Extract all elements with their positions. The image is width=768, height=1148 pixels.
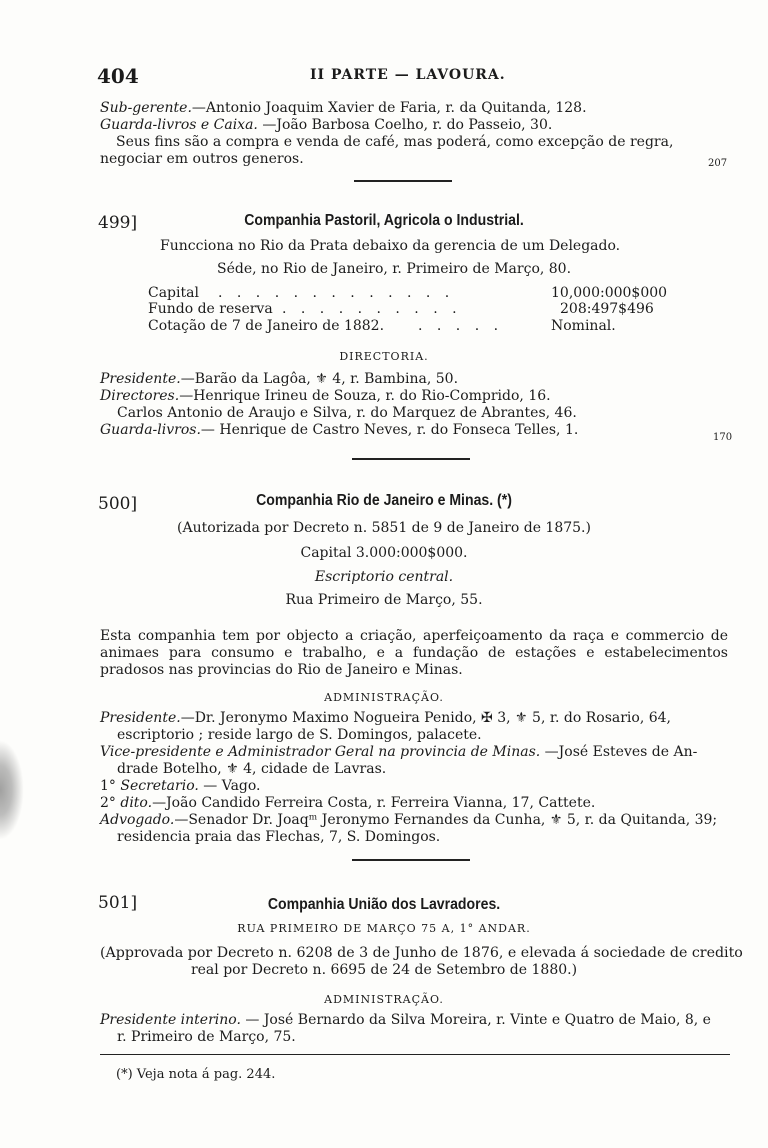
footnote-divider (100, 1054, 730, 1055)
section-heading: DIRECTORIA. (339, 350, 429, 363)
footnote: (*) Veja nota á pag. 244. (116, 1067, 276, 1082)
entry-number: 501] (98, 893, 138, 913)
purpose-line-2: negociar em outros generos. (100, 151, 304, 167)
president-line: Presidente.—Dr. Jeronymo Maximo Nogueira Penido, ✠ 3, ⚜ 5, r. do Rosario, 64, (100, 710, 672, 726)
divider (354, 180, 452, 182)
divider (352, 859, 470, 861)
capital-value: 10,000:000$000 (551, 285, 668, 301)
divider (352, 458, 470, 460)
entry-text: Escriptorio central. (314, 569, 454, 585)
entry-number: 500] (98, 494, 138, 514)
vice-president-line: Vice-presidente e Administrador Geral na provincia de Minas. —José Esteves de An- (100, 744, 698, 760)
entry-title: Companhia União dos Lavradores. (267, 896, 501, 913)
reserve-value: 208:497$496 (560, 301, 654, 317)
guarda-livros-line: Guarda-livros e Caixa. —João Barbosa Coelho, r. do Passeio, 30. (100, 117, 553, 133)
entry-title: Companhia Pastoril, Agricola o Industrial. (244, 212, 524, 229)
margin-number: 207 (708, 158, 728, 169)
president-line-2: escriptorio ; reside largo de S. Domingos, palacete. (117, 727, 482, 743)
entry-text: (Autorizada por Decreto n. 5851 de 9 de Janeiro de 1875.) (177, 520, 591, 536)
second-secretary-line: 2° dito.—João Candido Ferreira Costa, r. Ferreira Vianna, 17, Cattete. (100, 795, 596, 811)
section-heading: ADMINISTRAÇÃO. (324, 993, 444, 1006)
lawyer-line: Advogado.—Senador Dr. Joaqᵐ Jeronymo Fernandes da Cunha, ⚜ 5, r. da Quitanda, 39; (100, 812, 718, 828)
subgerente-line: Sub-gerente.—Antonio Joaquim Xavier de Faria, r. da Quitanda, 128. (100, 100, 587, 116)
page-number: 404 (97, 64, 139, 88)
leader-dots: . . . . . . . . . . (282, 301, 462, 317)
president-line: Presidente.—Barão da Lagôa, ⚜ 4, r. Bambina, 50. (100, 371, 459, 387)
page-edge-stain (0, 740, 24, 840)
reserve-label: Fundo de reserva (148, 301, 273, 317)
directors-line-2: Carlos Antonio de Araujo e Silva, r. do Marquez de Abrantes, 46. (117, 405, 577, 421)
capital-label: Capital (148, 285, 199, 301)
margin-number: 170 (713, 432, 733, 443)
secretary-line: 1° Secretario. — Vago. (100, 778, 261, 794)
entry-title: Companhia Rio de Janeiro e Minas. (*) (256, 492, 512, 509)
purpose-line: Seus fins são a compra e venda de café, mas poderá, como excepção de regra, (116, 134, 674, 150)
leader-dots: . . . . . (418, 318, 504, 334)
entry-number: 499] (98, 213, 138, 233)
entry-text: Séde, no Rio de Janeiro, r. Primeiro de Março, 80. (217, 261, 572, 277)
leader-dots: . . . . . . . . . . . . . (218, 285, 455, 301)
description-paragraph: Esta companhia tem por objecto a criação, aperfeiçoamento da raça e commercio de animaes para consumo e trabalho, e a fundação de estações e estabelecimentos pradosos nas provincias do Rio de Janeiro e Minas. (100, 628, 728, 678)
directors-line: Directores.—Henrique Irineu de Souza, r. do Rio-Comprido, 16. (100, 388, 551, 404)
entry-text: (Approvada por Decreto n. 6208 de 3 de Junho de 1876, e elevada á sociedade de credito (100, 945, 743, 961)
president-line-2: r. Primeiro de Março, 75. (117, 1029, 296, 1045)
guarda-livros-line: Guarda-livros.— Henrique de Castro Neves, r. do Fonseca Telles, 1. (100, 422, 579, 438)
lawyer-line-2: residencia praia das Flechas, 7, S. Domingos. (117, 829, 441, 845)
entry-text: Capital 3.000:000$000. (300, 545, 468, 561)
section-heading: ADMINISTRAÇÃO. (324, 691, 444, 704)
entry-text: Rua Primeiro de Março, 55. (285, 592, 483, 608)
entry-text: Funcciona no Rio da Prata debaixo da gerencia de um Delegado. (160, 238, 621, 254)
president-line: Presidente interino. — José Bernardo da Silva Moreira, r. Vinte e Quatro de Maio, 8, e (100, 1012, 711, 1028)
quotation-label: Cotação de 7 de Janeiro de 1882. (148, 318, 385, 334)
entry-text: real por Decreto n. 6695 de 24 de Setembro de 1880.) (190, 962, 578, 978)
quotation-value: Nominal. (551, 318, 616, 334)
address-line: RUA PRIMEIRO DE MARÇO 75 A, 1° ANDAR. (237, 922, 531, 935)
running-title: II PARTE — LAVOURA. (310, 67, 506, 83)
vice-president-line-2: drade Botelho, ⚜ 4, cidade de Lavras. (117, 761, 387, 777)
